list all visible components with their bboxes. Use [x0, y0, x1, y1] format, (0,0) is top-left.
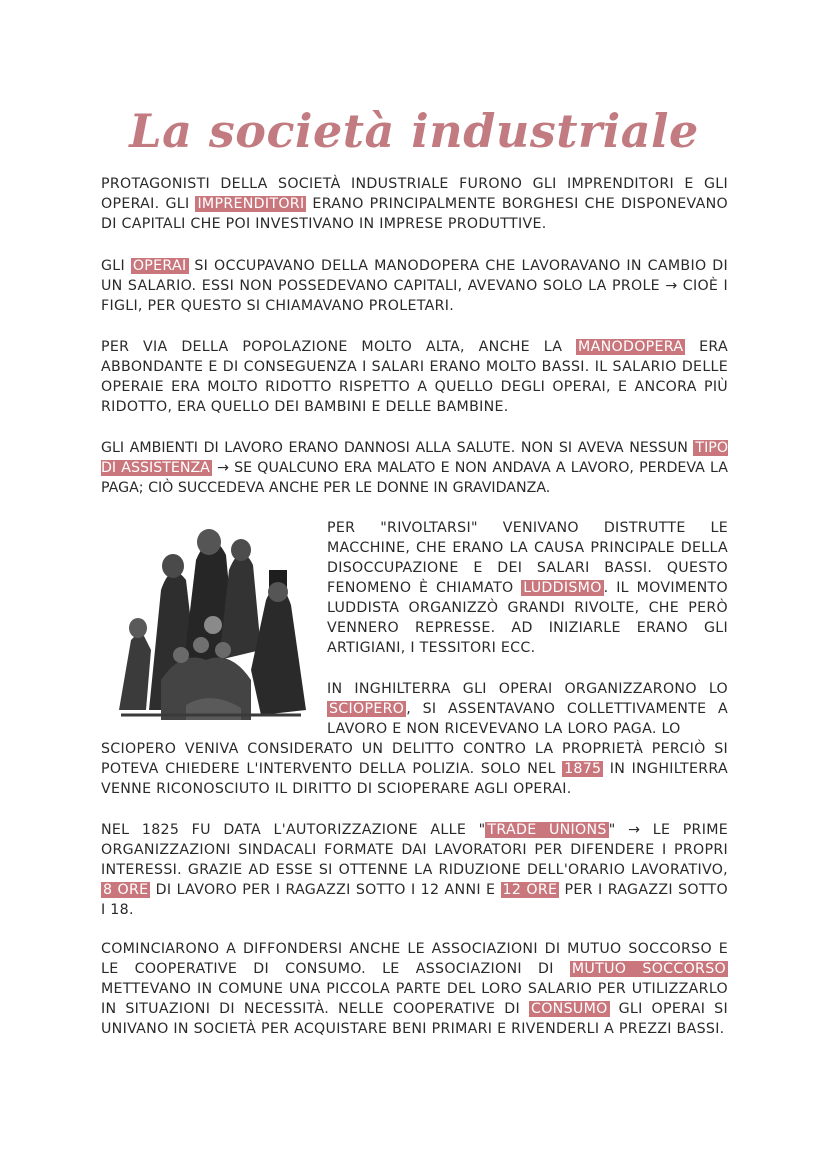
text: METTEVANO IN COMUNE UNA PICCOLA PARTE DEL LORO SALARIO PER UTILIZZARLO IN SITUAZIONI DI NECESSITÀ. NELLE COOPERATIVE DI — [101, 981, 728, 1017]
text: DI LAVORO PER I RAGAZZI SOTTO I 12 ANNI E — [150, 882, 501, 898]
text: SI OCCUPAVANO DELLA MANODOPERA CHE LAVORAVANO IN CAMBIO DI UN SALARIO. ESSI NON POSSEDEVANO CAPITALI, AVEVANO SOLO LA PROLE → CIOÈ I FIGLI, PER QUESTO SI CHIAMAVANO PROLETARI. — [101, 258, 728, 314]
text: " → LE PRIME ORGANIZZAZIONI SINDACALI FORMATE DAI LAVORATORI PER DIFENDERE I PROPRI INTERESSI. GRAZIE AD ESSE SI OTTENNE LA RIDUZIONE DELL'ORARIO LAVORATIVO, — [101, 822, 729, 878]
highlight-tipo-di-assistenza: TIPO DI ASSISTENZA — [101, 440, 728, 476]
paragraph-sciopero-part2 — [101, 739, 728, 799]
text: ERANO PRINCIPALMENTE BORGHESI CHE DISPONEVANO DI CAPITALI CHE POI INVESTIVANO IN IMPRESE PRODUTTIVE. — [101, 196, 728, 232]
highlight-manodopera: MANODOPERA — [578, 339, 684, 355]
text: IN INGHILTERRA VENNE RICONOSCIUTO IL DIRITTO DI SCIOPERARE AGLI OPERAI. — [101, 761, 728, 797]
text: → SE QUALCUNO ERA MALATO E NON ANDAVA A LAVORO, PERDEVA LA PAGA; CIÒ SUCCEDEVA ANCHE PER LE DONNE IN GRAVIDANZA. — [101, 460, 728, 496]
paragraph-operai — [101, 256, 728, 316]
highlight-8-ore: 8 ORE — [103, 882, 149, 898]
paragraph-ambienti — [101, 438, 728, 498]
text: COMINCIARONO A DIFFONDERSI ANCHE LE ASSOCIAZIONI DI MUTUO SOCCORSO E LE COOPERATIVE DI CONSUMO. LE ASSOCIAZIONI DI — [101, 941, 728, 977]
paragraph-protagonisti — [101, 174, 728, 234]
text: SCIOPERO VENIVA CONSIDERATO UN DELITTO CONTRO LA PROPRIETÀ PERCIÒ SI POTEVA CHIEDERE L'INTERVENTO DELLA POLIZIA. SOLO NEL — [101, 741, 728, 777]
highlight-consumo: CONSUMO — [531, 1001, 608, 1017]
text: PER I RAGAZZI SOTTO I 18. — [101, 882, 728, 918]
paragraph-trade-unions — [101, 820, 728, 920]
text: GLI AMBIENTI DI LAVORO ERANO DANNOSI ALLA SALUTE. NON SI AVEVA NESSUN — [101, 440, 694, 456]
highlight-imprenditori: IMPRENDITORI — [197, 196, 305, 212]
text: NEL 1825 FU DATA L'AUTORIZZAZIONE ALLE " — [101, 822, 486, 838]
text: GLI — [101, 258, 131, 274]
text: PROTAGONISTI DELLA SOCIETÀ INDUSTRIALE FURONO GLI IMPRENDITORI E GLI OPERAI. GLI — [101, 176, 728, 212]
paragraph-sciopero-part1 — [327, 679, 728, 739]
paragraph-manodopera — [101, 337, 728, 417]
highlight-mutuo-soccorso: MUTUO SOCCORSO — [571, 961, 726, 977]
text: GLI OPERAI SI UNIVANO IN SOCIETÀ PER ACQUISTARE BENI PRIMARI E RIVENDERLI A PREZZI BASSI. — [101, 1001, 728, 1037]
highlight-1875: 1875 — [564, 761, 602, 777]
page-title: La società industriale — [129, 104, 699, 158]
text: PER "RIVOLTARSI" VENIVANO DISTRUTTE LE MACCHINE, CHE ERANO LA CAUSA PRINCIPALE DELLA DISOCCUPAZIONE E DEI SALARI BASSI. QUESTO FENOMENO È CHIAMATO — [327, 520, 728, 596]
paragraph-luddismo — [327, 518, 728, 658]
text: . IL MOVIMENTO LUDDISTA ORGANIZZÒ GRANDI RIVOLTE, CHE PERÒ VENNERO REPRESSE. AD INIZIARLE ERANO GLI ARTIGIANI, I TESSITORI ECC. — [327, 580, 728, 656]
text: PER VIA DELLA POPOLAZIONE MOLTO ALTA, ANCHE LA — [101, 339, 577, 355]
highlight-sciopero: SCIOPERO — [329, 701, 405, 717]
text: , SI ASSENTAVANO COLLETTIVAMENTE A LAVORO E NON RICEVEVANO LA LORO PAGA. LO — [327, 701, 728, 737]
highlight-trade-unions: TRADE UNIONS — [487, 822, 607, 838]
text: IN INGHILTERRA GLI OPERAI ORGANIZZARONO LO — [327, 681, 728, 697]
highlight-12-ore: 12 ORE — [502, 882, 558, 898]
highlight-luddismo: LUDDISMO — [523, 580, 602, 596]
workers-engraving-illustration — [101, 520, 313, 726]
paragraph-mutuo-soccorso — [101, 939, 728, 1039]
highlight-operai: OPERAI — [132, 258, 187, 274]
text: ERA ABBONDANTE E DI CONSEGUENZA I SALARI ERANO MOLTO BASSI. IL SALARIO DELLE OPERAIE ERA MOLTO RIDOTTO RISPETTO A QUELLO DEGLI OPERAI, E ANCORA PIÙ RIDOTTO, ERA QUELLO DEI BAMBINI E DELLE BAMBINE. — [101, 339, 729, 415]
